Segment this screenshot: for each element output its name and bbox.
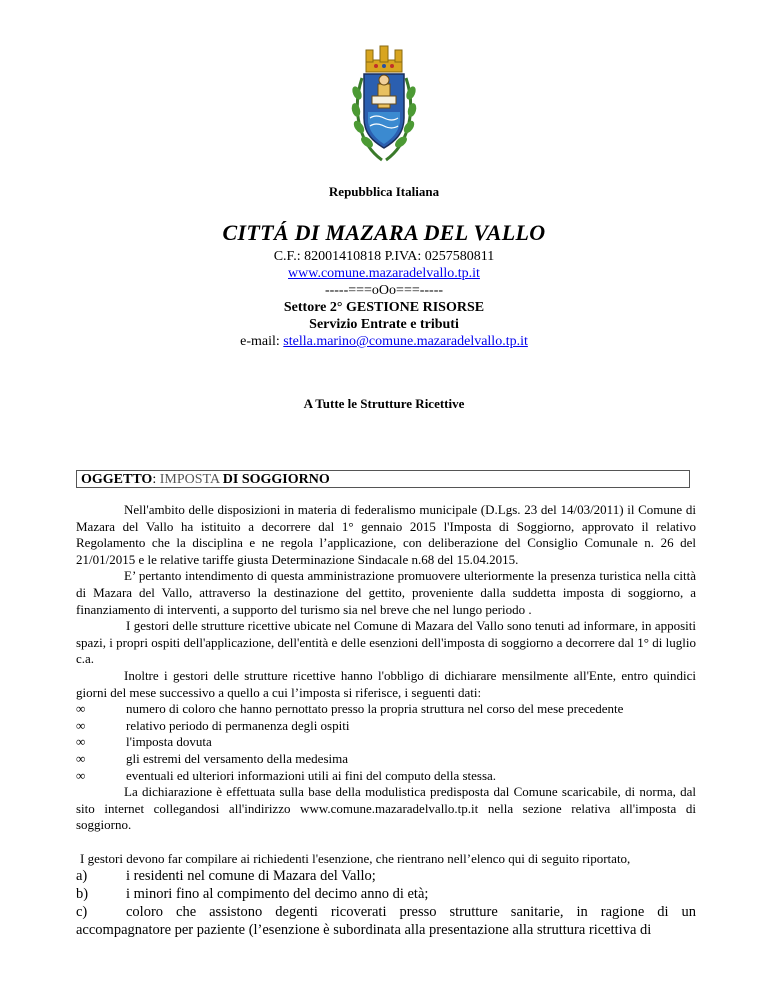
subject-label: OGGETTO <box>81 472 153 487</box>
exemption-list <box>76 867 696 939</box>
list-item: ∞ eventuali ed ulteriori informazioni utili ai fini del computo della stessa. <box>76 767 497 783</box>
list-item: c) coloro che assistono degenti ricoverati presso strutture sanitarie, in ragione di un <box>76 904 696 921</box>
infinity-bullet-icon: ∞ <box>76 767 86 783</box>
republic-heading: Repubblica Italiana <box>328 184 440 199</box>
list-item: ∞ gli estremi del versamento della medesima <box>76 750 349 766</box>
sector-heading: Settore 2° GESTIONE RISORSE <box>283 300 485 315</box>
list-item: ∞ numero di coloro che hanno pernottato presso la propria struttura nel corso del mese precedente <box>76 701 624 717</box>
subject-rest: DI SOGGIORNO <box>222 472 330 487</box>
subject-word-imposta: IMPOSTA <box>159 472 220 487</box>
paragraph-5: La dichiarazione è effettuata sulla base della modulistica predisposta dal Comune scaricabile, di norma, dal sito internet collegandosi all'indirizzo www.comune.mazaradelvallo.tp.it nella sezione relativa all'imposta di soggiorno. <box>76 784 696 833</box>
infinity-bullet-icon: ∞ <box>76 717 86 733</box>
city-title: CITTÁ DI MAZARA DEL VALLO <box>222 220 546 245</box>
infinity-bullet-icon: ∞ <box>76 750 86 766</box>
paragraph-1: Nell'ambito delle disposizioni in materia di federalismo municipale (D.Lgs. 23 del 14/03/2011) il Comune di Mazara del Vallo ha istituito a decorrere dal 1° gennaio 2015 l'Imposta di Soggiorno, approvato il relativo Regolamento che la disciplina e ne regola l’applicazione, con deliberazione del Consiglio Comunale n. 26 del 21/01/2015 e le relative tariffe giusta Determinazione Sindacale n.68 del 15.04.2015. <box>76 502 696 567</box>
list-item: ∞ l'imposta dovuta <box>76 734 212 750</box>
tax-codes: C.F.: 82001410818 P.IVA: 0257580811 <box>273 249 495 264</box>
list-item: a) i residenti nel comune di Mazara del Vallo; <box>76 868 376 885</box>
letter-body <box>76 502 696 939</box>
list-item: b) i minori fino al compimento del decimo anno di età; <box>76 886 429 903</box>
paragraph-4: Inoltre i gestori delle strutture ricettive hanno l'obbligo di dichiarare mensilmente all'Ente, entro quindici giorni del mese successivo a quello a cui l’imposta si riferisce, i seguenti dati: <box>76 667 696 700</box>
city-crest-logo <box>348 38 420 168</box>
email-line <box>0 333 768 350</box>
recipients: A Tutte le Strutture Ricettive <box>303 396 465 411</box>
website-link[interactable]: www.comune.mazaradelvallo.tp.it <box>288 266 480 281</box>
subject-colon: : <box>152 472 157 487</box>
infinity-bullet-icon: ∞ <box>76 734 86 750</box>
service-heading: Servizio Entrate e tributi <box>309 317 459 332</box>
subject-box <box>76 470 690 488</box>
email-link[interactable]: stella.marino@comune.mazaradelvallo.tp.it <box>283 334 528 349</box>
paragraph-3: I gestori delle strutture ricettive ubicate nel Comune di Mazara del Vallo sono tenuti ad informare, in appositi spazi, i propri ospiti dell'applicazione, dell'entità e delle esenzioni dell'imposta di soggiorno a decorrere dal 1° di luglio c.a. <box>76 618 696 667</box>
letterhead-details <box>0 248 768 350</box>
exemption-c-continuation: accompagnatore per paziente (l’esenzione è subordinata alla presentazione alla struttura ricettiva di <box>76 922 652 939</box>
paragraph-6: I gestori devono far compilare ai richiedenti l'esenzione, che rientrano nell’elenco qui di seguito riportato, <box>80 850 631 866</box>
list-item: ∞ relativo periodo di permanenza degli ospiti <box>76 717 350 733</box>
email-label: e-mail: <box>240 334 280 349</box>
paragraph-2: E’ pertanto intendimento di questa amministrazione promuovere ulteriormente la presenza turistica nella città di Mazara del Vallo, attraverso la destinazione del gettito, proveniente dalla suddetta imposta di soggiorno, a finanziamento di interventi, a supporto del turismo sia nel breve che nel lungo periodo . <box>76 568 696 617</box>
separator: -----===oOo===----- <box>324 283 444 298</box>
infinity-bullet-icon: ∞ <box>76 701 86 717</box>
